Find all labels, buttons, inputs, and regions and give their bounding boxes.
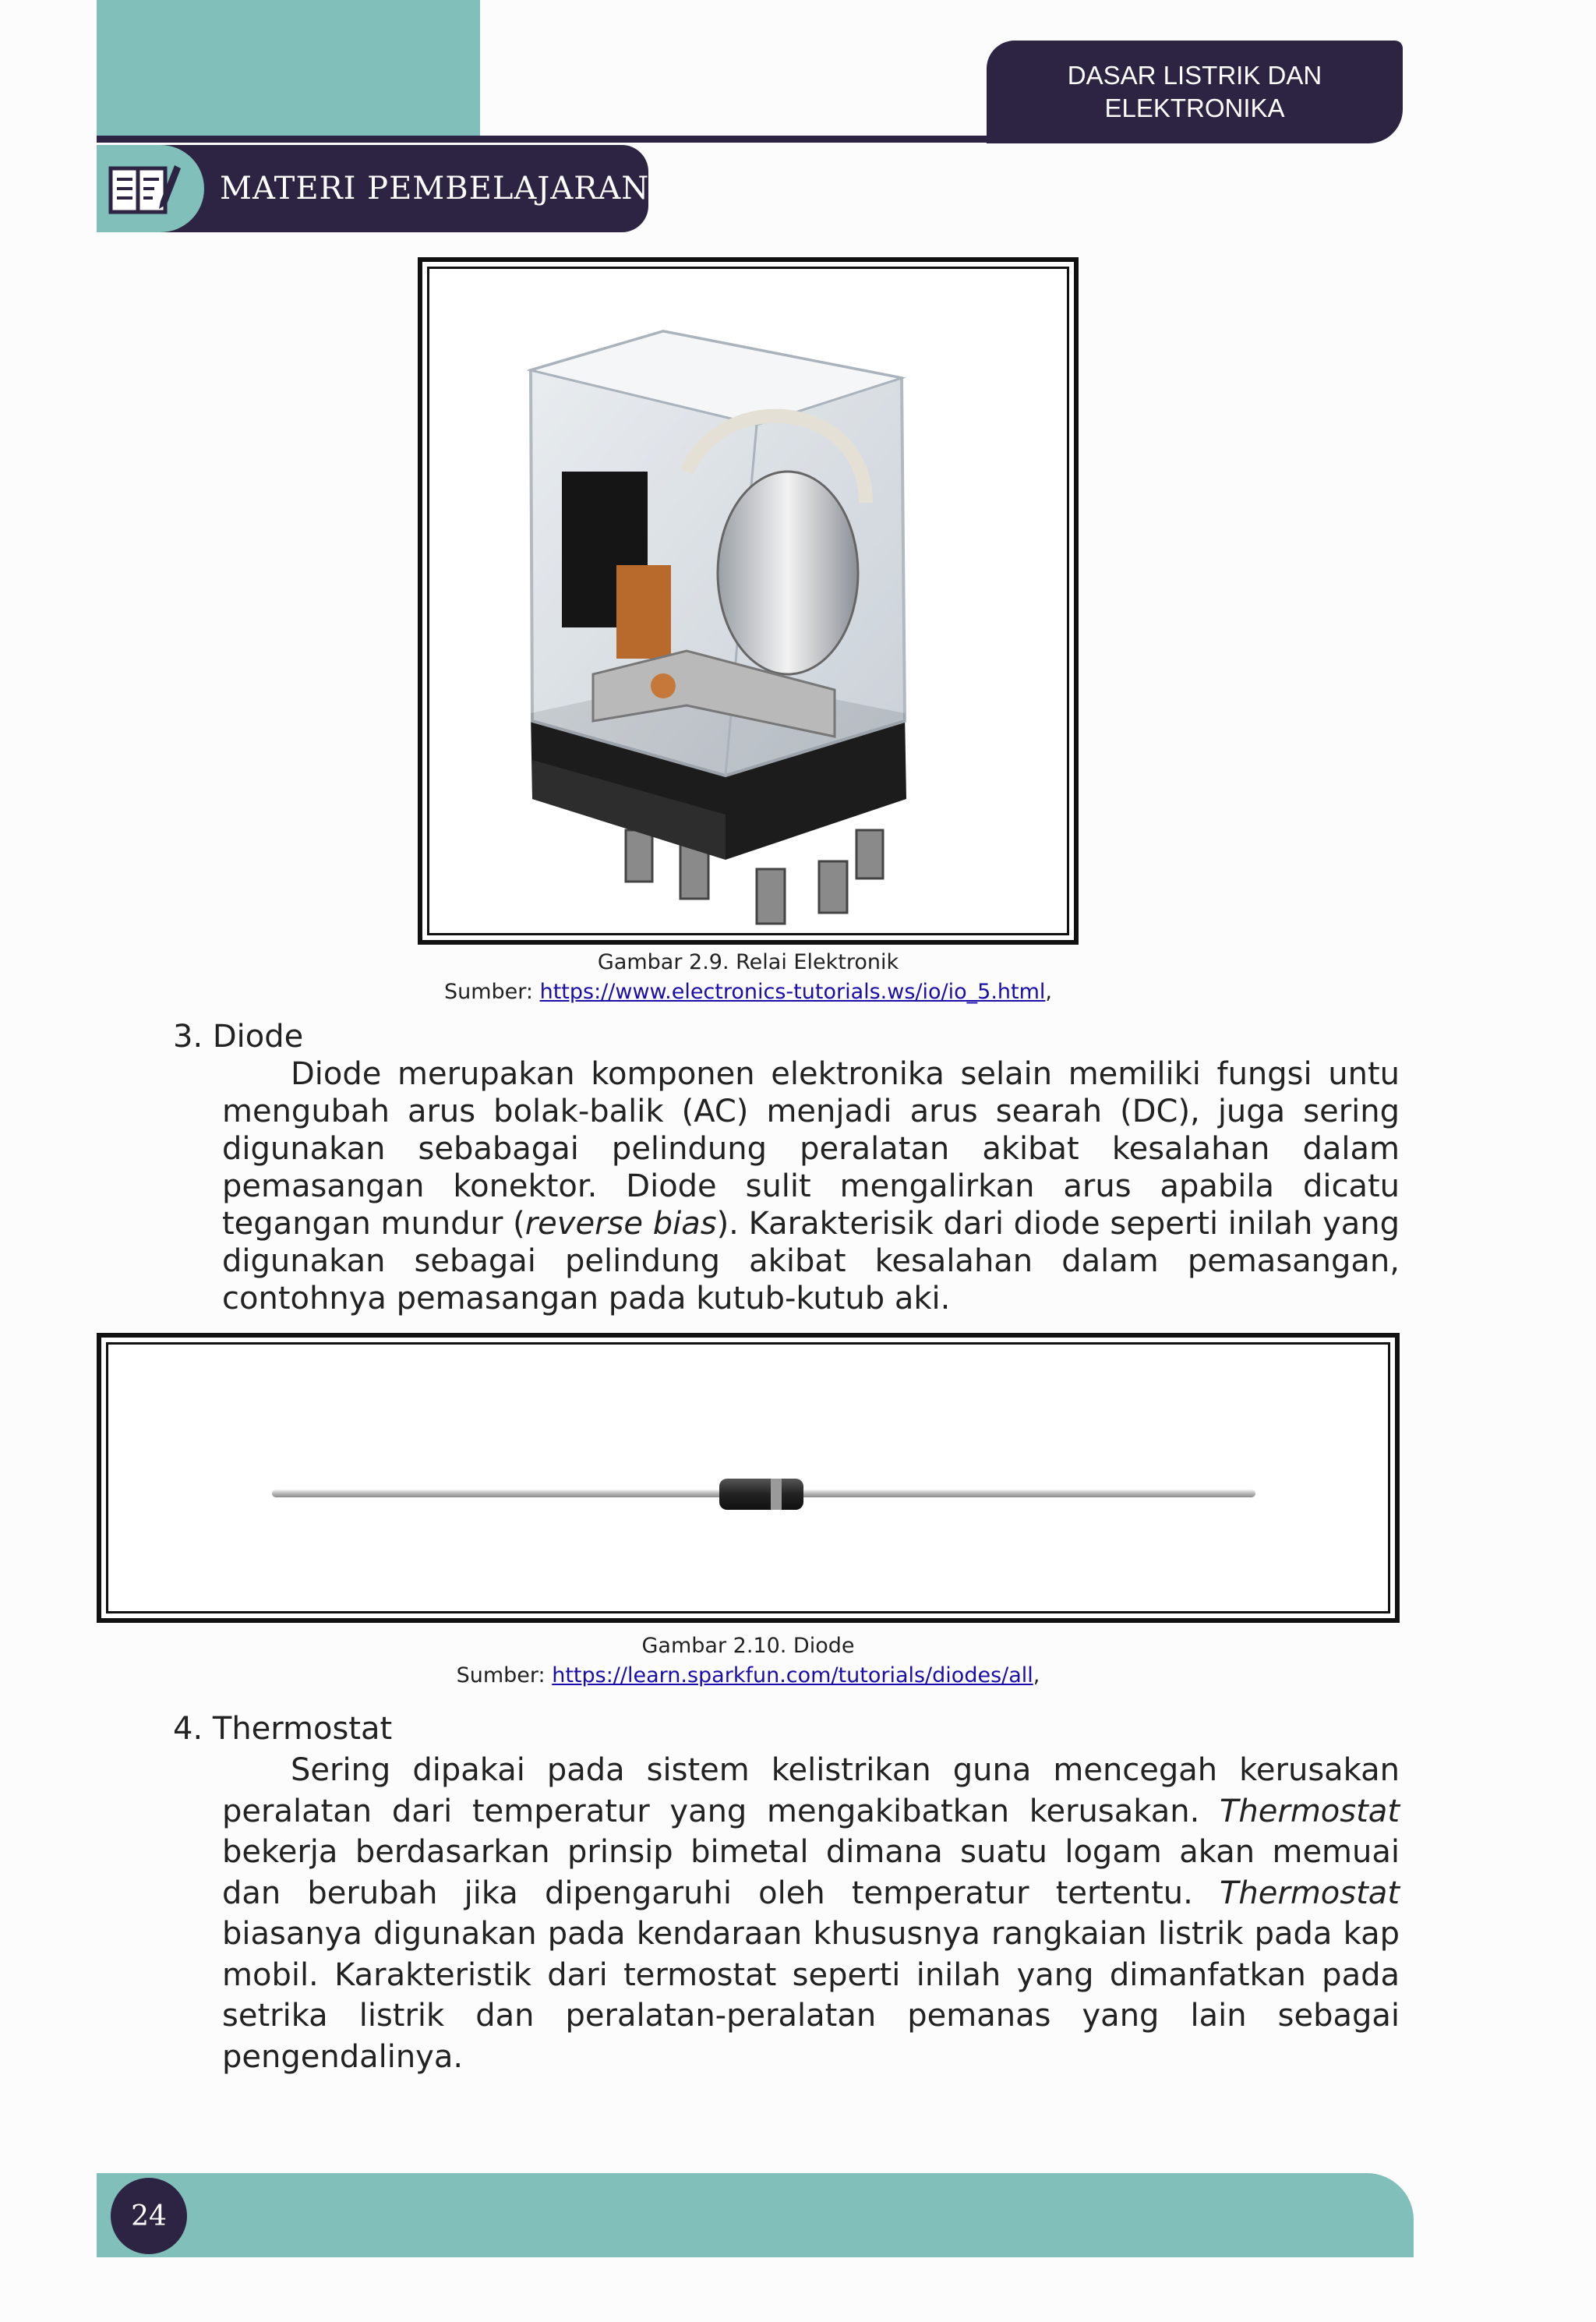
header-rule	[97, 136, 1029, 143]
figure2-source	[97, 1661, 1400, 1691]
item4-italic-2: Thermostat	[1220, 1875, 1400, 1911]
page-number: 24	[111, 2178, 187, 2254]
figure1-source-label: Sumber:	[443, 980, 540, 1004]
figure2-source-label: Sumber:	[456, 1663, 553, 1688]
book-pencil-icon	[106, 157, 184, 220]
item4-text-b: bekerja berdasarkan prinsip bimetal dimana suatu logam akan memuai dan berubah jika dipengaruhi oleh temperatur tertentu.	[222, 1834, 1400, 1911]
item4-paragraph	[222, 1750, 1400, 2077]
subject-line-2: ELEKTRONIKA	[1104, 94, 1285, 122]
figure1-source-suffix: ,	[1045, 980, 1053, 1004]
item3-text-b: ). Karakterisik dari diode seperti inilah yang digunakan sebagai pelindung akibat kesalahan dalam pemasangan, contohnya pemasangan pada kutub-kutub aki.	[222, 1206, 1400, 1317]
figure2-caption: Gambar 2.10. Diode	[641, 1634, 855, 1658]
footer-bar	[97, 2173, 1414, 2257]
relay-image	[429, 269, 1069, 935]
subject-line-1: DASAR LISTRIK DAN	[1067, 61, 1322, 90]
figure1-caption: Gambar 2.9. Relai Elektronik	[597, 950, 899, 974]
relay-figure	[418, 257, 1079, 945]
subject-tab	[987, 41, 1403, 143]
section-icon-box	[97, 145, 204, 232]
item4-text-a: Sering dipakai pada sistem kelistrikan guna mencegah kerusakan peralatan dari temperatur yang mengakibatkan kerusakan.	[222, 1752, 1400, 1829]
figure1-source	[97, 977, 1400, 1007]
section-title: MATERI PEMBELAJARAN	[220, 171, 650, 207]
item4-text-c: biasanya digunakan pada kendaraan khususnya rangkaian listrik pada kap mobil. Karakteristik dari termostat seperti inilah yang dimanfatkan pada setrika listrik dan peralatan-peralatan pemanas yang lain sebagai pengendalinya.	[222, 1916, 1400, 2075]
item3-text-italic: reverse bias	[524, 1206, 717, 1242]
figure2-source-link[interactable]: https://learn.sparkfun.com/tutorials/diodes/all	[552, 1663, 1033, 1688]
item3-text-a: Diode merupakan komponen elektronika selain memiliki fungsi untu mengubah arus bolak-balik (AC) menjadi arus searah (DC), juga sering digunakan sebabagai pelindung peralatan akibat kesalahan dalam pemasangan konektor. Diode sulit mengalirkan arus apabila dicatu tegangan mundur (	[222, 1056, 1400, 1242]
item4-italic-1: Thermostat	[1220, 1793, 1400, 1829]
item3-paragraph	[222, 1055, 1400, 1317]
header-teal-block	[97, 0, 480, 140]
figure2-source-suffix: ,	[1033, 1663, 1040, 1688]
item3-heading: 3. Diode	[173, 1019, 304, 1055]
item4-heading: 4. Thermostat	[173, 1711, 393, 1747]
diode-figure	[97, 1333, 1400, 1623]
diode-image	[108, 1345, 1390, 1613]
figure1-source-link[interactable]: https://www.electronics-tutorials.ws/io/io_5.html	[539, 980, 1046, 1004]
